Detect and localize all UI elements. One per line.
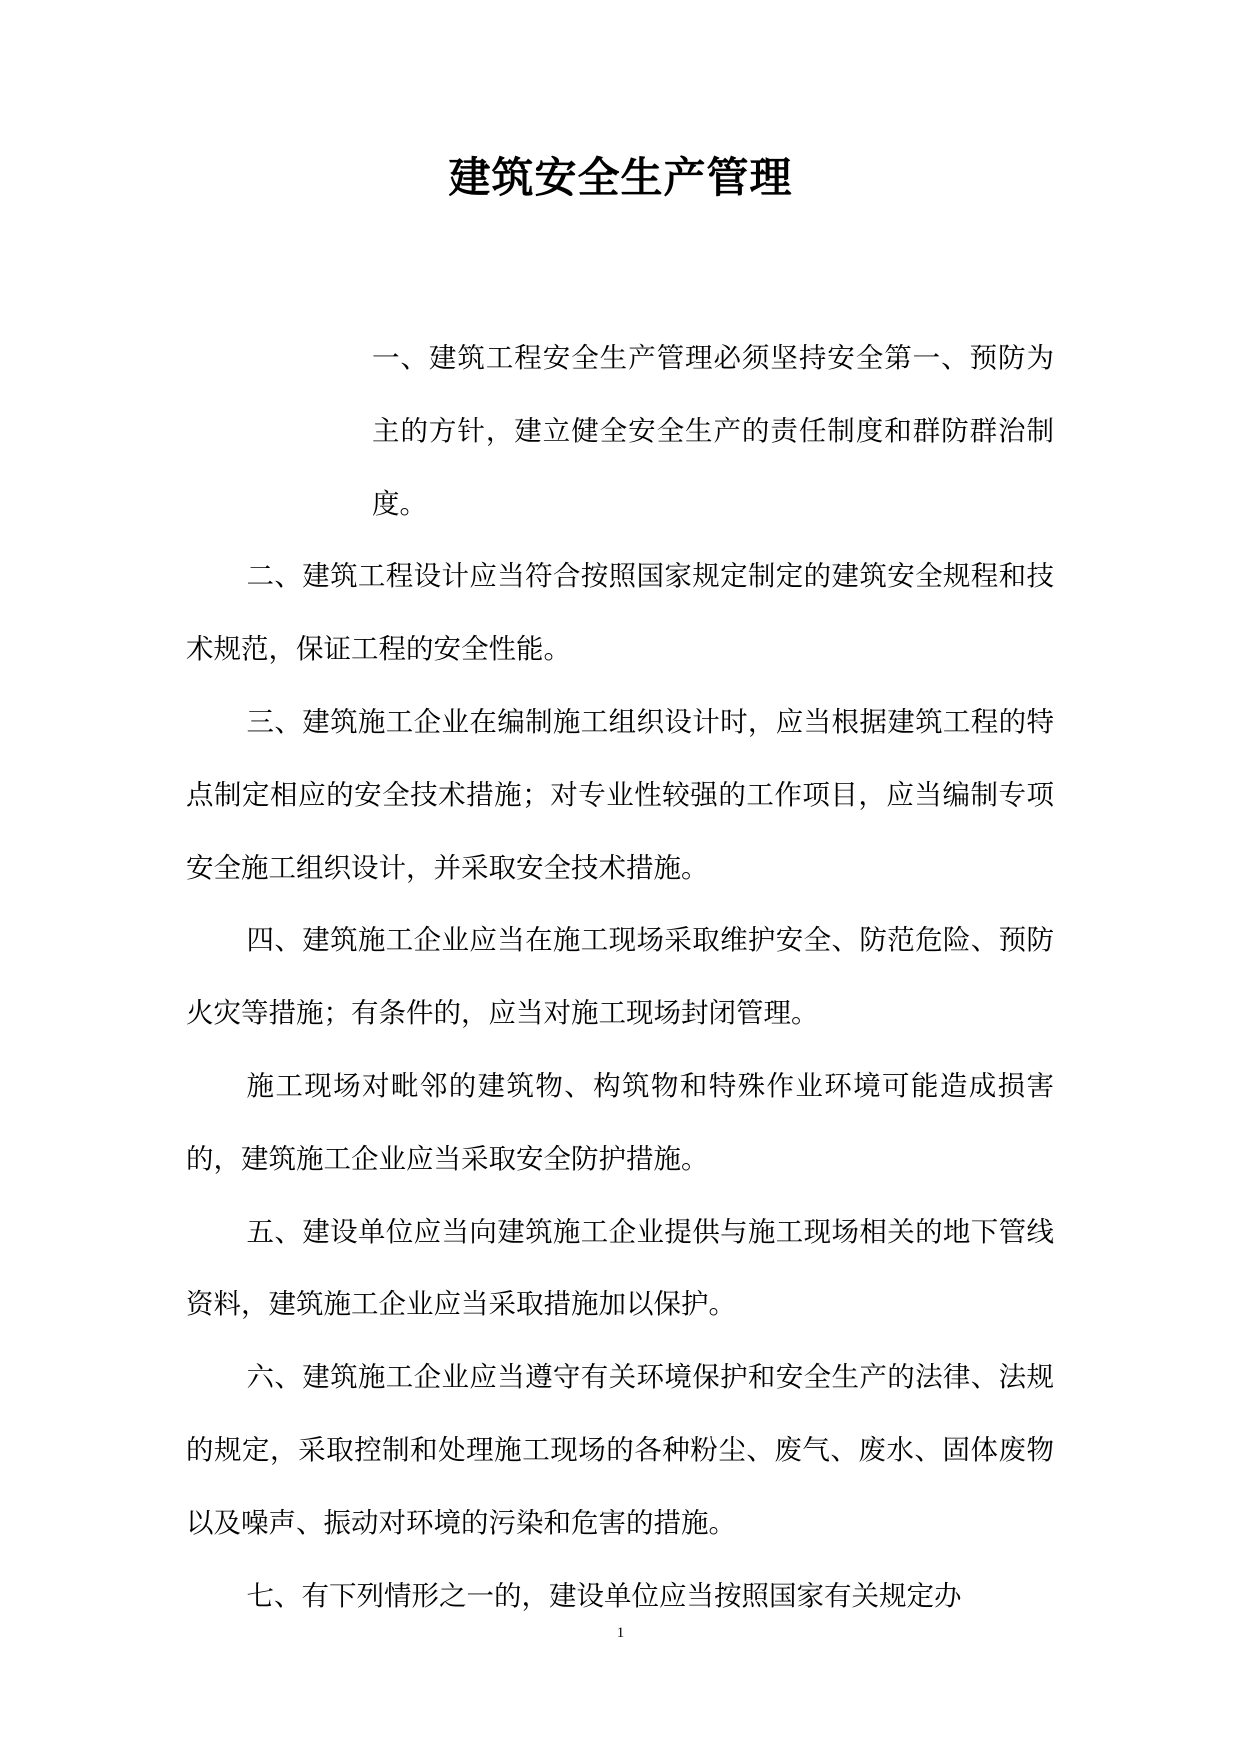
paragraph-2: 二、建筑工程设计应当符合按照国家规定制定的建筑安全规程和技术规范，保证工程的安全性能。 [186, 560, 1054, 666]
paragraph-5: 施工现场对毗邻的建筑物、构筑物和特殊作业环境可能造成损害的，建筑施工企业应当采取安全防护措施。 [186, 1069, 1054, 1175]
paragraph-1: 一、建筑工程安全生产管理必须坚持安全第一、预防为主的方针，建立健全安全生产的责任制度和群防群治制度。 [372, 342, 1054, 520]
paragraph-7: 六、建筑施工企业应当遵守有关环境保护和安全生产的法律、法规的规定，采取控制和处理施工现场的各种粉尘、废气、废水、固体废物以及噪声、振动对环境的污染和危害的措施。 [186, 1361, 1054, 1539]
paragraph-4: 四、建筑施工企业应当在施工现场采取维护安全、防范危险、预防火灾等措施；有条件的，应当对施工现场封闭管理。 [186, 924, 1054, 1030]
page-number: 1 [616, 1625, 625, 1641]
paragraph-6: 五、建设单位应当向建筑施工企业提供与施工现场相关的地下管线资料，建筑施工企业应当采取措施加以保护。 [186, 1215, 1054, 1321]
document-title: 建筑安全生产管理 [448, 153, 793, 202]
paragraph-3: 三、建筑施工企业在编制施工组织设计时，应当根据建筑工程的特点制定相应的安全技术措施；对专业性较强的工作项目，应当编制专项安全施工组织设计，并采取安全技术措施。 [186, 705, 1054, 884]
paragraph-8: 七、有下列情形之一的，建设单位应当按照国家有关规定办 [246, 1579, 962, 1612]
document-body [186, 322, 1054, 1632]
